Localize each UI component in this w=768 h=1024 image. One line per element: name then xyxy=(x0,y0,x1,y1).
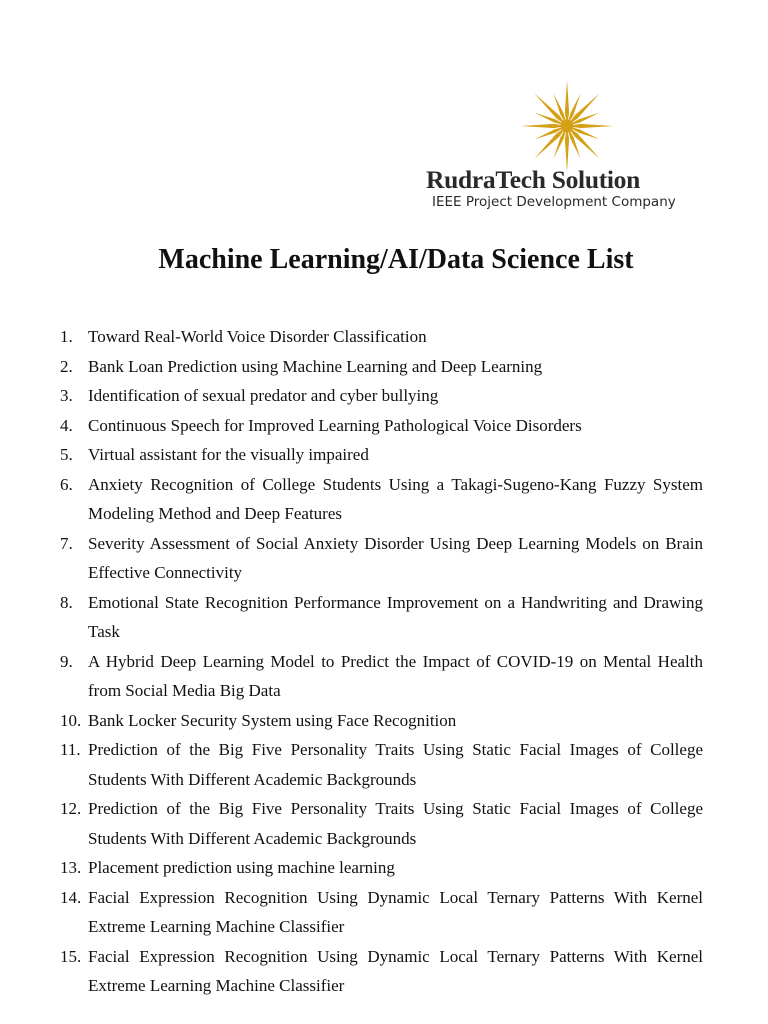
list-item xyxy=(60,942,703,1001)
list-item xyxy=(60,440,703,470)
list-item-text: Virtual assistant for the visually impaired xyxy=(88,445,369,464)
sun-ray xyxy=(565,80,569,126)
sun-ray xyxy=(534,93,567,126)
list-item xyxy=(60,381,703,411)
list-item-text: Prediction of the Big Five Personality Traits Using Static Facial Images of College Students With Different Academic Backgrounds xyxy=(88,799,703,848)
list-item-text: A Hybrid Deep Learning Model to Predict the Impact of COVID-19 on Mental Health from Social Media Big Data xyxy=(88,651,703,700)
list-item xyxy=(60,411,703,441)
list-item-text: Emotional State Recognition Performance Improvement on a Handwriting and Drawing Task xyxy=(88,592,703,641)
list-item-number: 11. xyxy=(60,740,81,759)
list-item xyxy=(60,794,703,853)
list-item-text: Bank Locker Security System using Face Recognition xyxy=(88,710,457,730)
page-title: Machine Learning/AI/Data Science List xyxy=(158,244,634,275)
list-item xyxy=(60,647,703,706)
list-item-text: Continuous Speech for Improved Learning Pathological Voice Disorders xyxy=(88,415,582,435)
sun-burst-icon xyxy=(508,78,626,174)
brand-tagline: IEEE Project Development Company xyxy=(432,194,676,210)
list-item-number: 10. xyxy=(60,710,82,730)
list-item xyxy=(60,588,703,647)
list-item-number: 12. xyxy=(60,799,82,818)
list-item-text: Bank Loan Prediction using Machine Learning and Deep Learning xyxy=(88,356,543,376)
list-item xyxy=(60,735,703,794)
list-item xyxy=(60,706,703,736)
project-list xyxy=(60,322,703,1001)
list-item-text: Facial Expression Recognition Using Dynamic Local Ternary Patterns With Kernel Extreme Learning Machine Classifier xyxy=(88,887,703,936)
list-item-number: 2. xyxy=(60,356,73,376)
sun-ray xyxy=(567,126,600,159)
list-item-text: Placement prediction using machine learning xyxy=(88,858,395,877)
list-item-number: 14. xyxy=(60,887,82,907)
sun-ray xyxy=(567,93,600,126)
list-item xyxy=(60,352,703,382)
sun-core xyxy=(561,120,574,133)
list-item-number: 13. xyxy=(60,858,82,877)
list-item-number: 7. xyxy=(60,533,73,553)
list-item-number: 9. xyxy=(60,651,73,671)
list-item-text: Toward Real-World Voice Disorder Classification xyxy=(88,327,427,346)
list-item xyxy=(60,470,703,529)
list-item-number: 1. xyxy=(60,327,73,346)
list-item-text: Facial Expression Recognition Using Dynamic Local Ternary Patterns With Kernel Extreme Learning Machine Classifier xyxy=(88,946,703,995)
list-item-number: 6. xyxy=(60,474,73,494)
list-item-number: 15. xyxy=(60,946,82,966)
list-item-text: Identification of sexual predator and cyber bullying xyxy=(88,386,439,405)
list-item xyxy=(60,322,703,352)
list-item xyxy=(60,853,703,883)
list-item-number: 5. xyxy=(60,445,73,464)
list-item xyxy=(60,529,703,588)
list-item-number: 8. xyxy=(60,592,73,612)
list-item xyxy=(60,883,703,942)
list-item-number: 3. xyxy=(60,386,73,405)
list-item-text: Prediction of the Big Five Personality Traits Using Static Facial Images of College Students With Different Academic Backgrounds xyxy=(88,740,703,789)
list-item-text: Anxiety Recognition of College Students Using a Takagi-Sugeno-Kang Fuzzy System Modeling Method and Deep Features xyxy=(88,474,703,523)
company-logo xyxy=(426,78,710,218)
list-item-text: Severity Assessment of Social Anxiety Disorder Using Deep Learning Models on Brain Effective Connectivity xyxy=(88,533,703,582)
list-item-number: 4. xyxy=(60,415,73,435)
sun-ray xyxy=(521,124,567,128)
sun-ray xyxy=(534,126,567,159)
brand-name: RudraTech Solution xyxy=(426,165,641,194)
sun-ray xyxy=(567,124,613,128)
